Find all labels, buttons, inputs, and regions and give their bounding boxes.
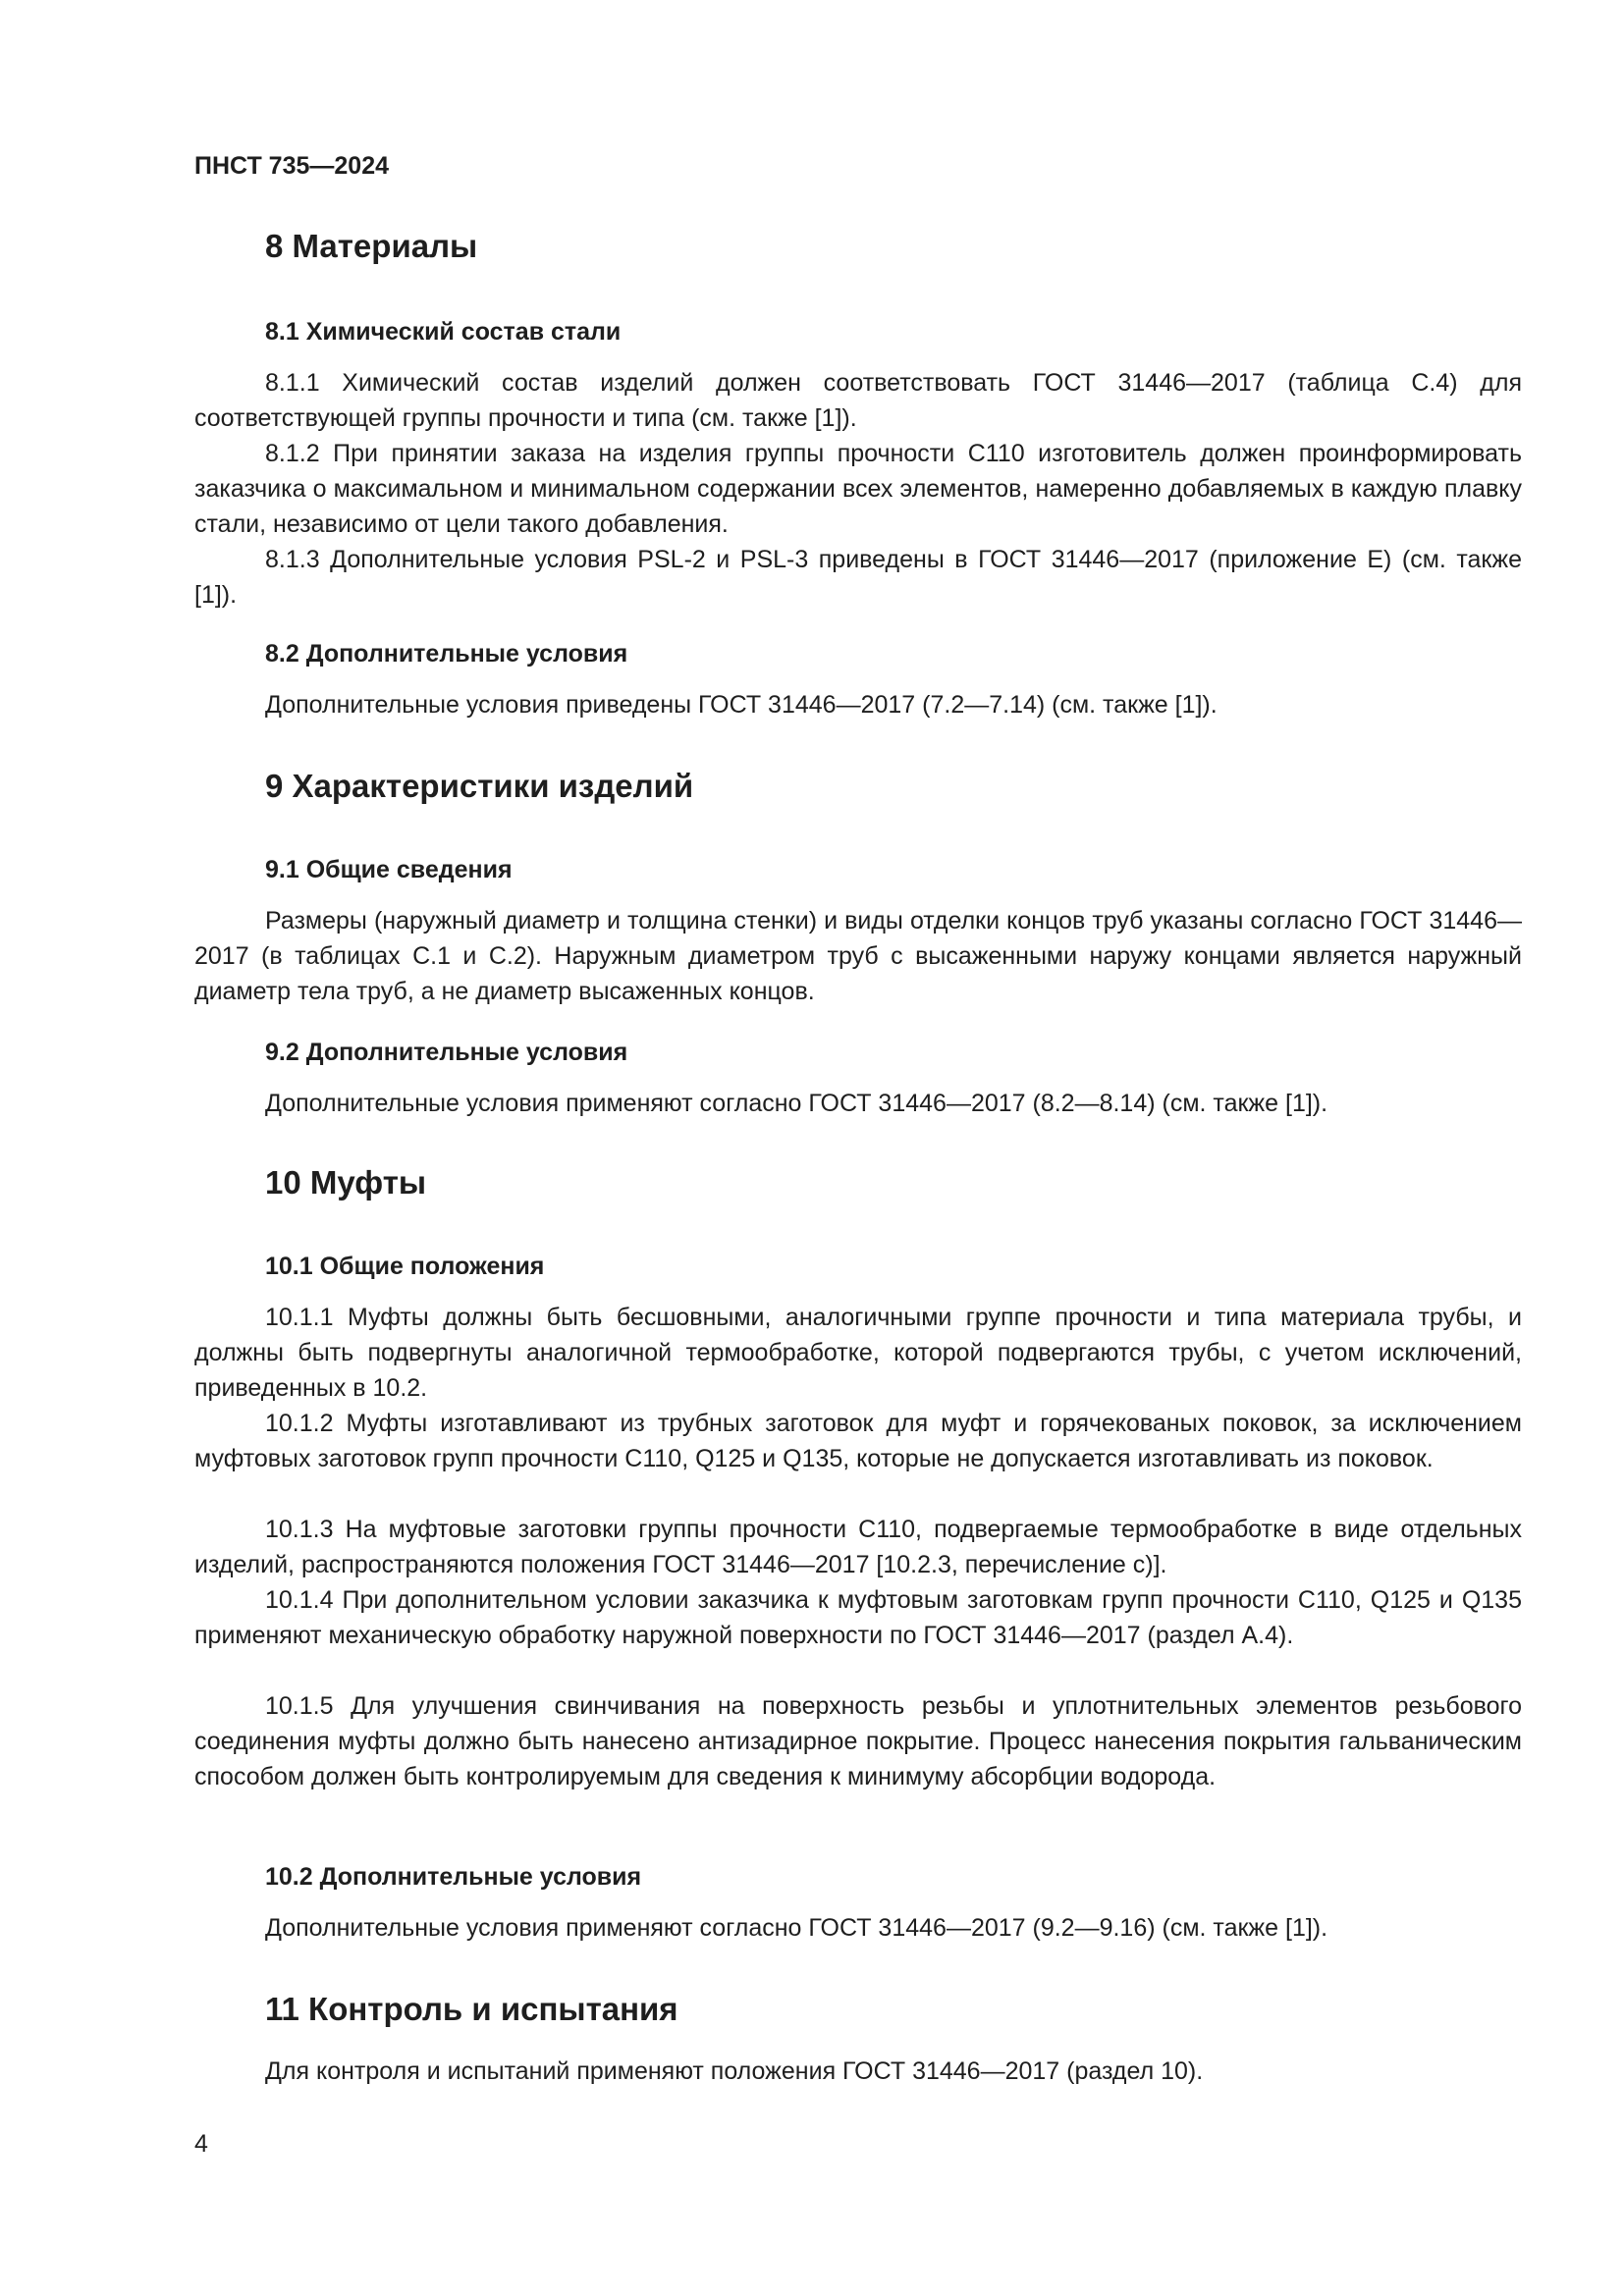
paragraph-10-2: Дополнительные условия применяют согласно ГОСТ 31446—2017 (9.2—9.16) (см. также [1]).	[265, 1914, 1328, 1942]
paragraph-8-1-3: 8.1.3 Дополнительные условия PSL-2 и PSL-3 приведены в ГОСТ 31446—2017 (приложение Е) (см. также [1]).	[194, 546, 1522, 609]
section-9-title: 9 Характеристики изделий	[265, 768, 694, 804]
document-code: ПНСТ 735—2024	[194, 152, 389, 180]
subsection-9-2-title: 9.2 Дополнительные условия	[265, 1039, 628, 1066]
paragraph-10-1-1: 10.1.1 Муфты должны быть бесшовными, аналогичными группе прочности и типа материала трубы, и должны быть подвергнуты аналогичной термообработке, которой подвергаются трубы, с учетом исключений, приведенных в 10.2.	[194, 1304, 1522, 1402]
paragraph-8-2: Дополнительные условия приведены ГОСТ 31446—2017 (7.2—7.14) (см. также [1]).	[265, 691, 1218, 719]
paragraph-10-1-5: 10.1.5 Для улучшения свинчивания на поверхность резьбы и уплотнительных элементов резьбового соединения муфты должно быть нанесено антизадирное покрытие. Процесс нанесения покрытия гальваническим способом должен быть контролируемым для сведения к минимуму абсорбции водорода.	[194, 1692, 1522, 1790]
page-number: 4	[194, 2130, 208, 2158]
paragraph-11: Для контроля и испытаний применяют положения ГОСТ 31446—2017 (раздел 10).	[265, 2057, 1204, 2085]
section-11-title: 11 Контроль и испытания	[265, 1991, 678, 2027]
paragraph-9-1: Размеры (наружный диаметр и толщина стенки) и виды отделки концов труб указаны согласно ГОСТ 31446—2017 (в таблицах С.1 и С.2). Наружным диаметром труб с высаженными наружу концами является наружный диаметр тела труб, а не диаметр высаженных концов.	[194, 907, 1522, 1005]
paragraph-10-1-4: 10.1.4 При дополнительном условии заказчика к муфтовым заготовкам групп прочности С110, Q125 и Q135 применяют механическую обработку наружной поверхности по ГОСТ 31446—2017 (раздел А.4).	[194, 1586, 1522, 1649]
paragraph-8-1-2: 8.1.2 При принятии заказа на изделия группы прочности С110 изготовитель должен проинформировать заказчика о максимальном и минимальном содержании всех элементов, намеренно добавляемых в каждую плавку стали, независимо от цели такого добавления.	[194, 440, 1522, 538]
paragraph-10-1-2: 10.1.2 Муфты изготавливают из трубных заготовок для муфт и горячекованых поковок, за исключением муфтовых заготовок групп прочности С110, Q125 и Q135, которые не допускается изготавливать из поковок.	[194, 1410, 1522, 1472]
section-8-title: 8 Материалы	[265, 228, 478, 264]
subsection-9-1-title: 9.1 Общие сведения	[265, 856, 513, 883]
subsection-8-2-title: 8.2 Дополнительные условия	[265, 640, 628, 667]
paragraph-10-1-3: 10.1.3 На муфтовые заготовки группы прочности С110, подвергаемые термообработке в виде отдельных изделий, распространяются положения ГОСТ 31446—2017 [10.2.3, перечисление с)].	[194, 1516, 1522, 1578]
subsection-10-2-title: 10.2 Дополнительные условия	[265, 1863, 642, 1891]
section-10-title: 10 Муфты	[265, 1164, 427, 1201]
subsection-8-1-title: 8.1 Химический состав стали	[265, 318, 622, 346]
subsection-10-1-title: 10.1 Общие положения	[265, 1253, 545, 1280]
paragraph-8-1-1: 8.1.1 Химический состав изделий должен соответствовать ГОСТ 31446—2017 (таблица С.4) для соответствующей группы прочности и типа (см. также [1]).	[194, 369, 1522, 432]
paragraph-9-2: Дополнительные условия применяют согласно ГОСТ 31446—2017 (8.2—8.14) (см. также [1]).	[265, 1090, 1328, 1117]
